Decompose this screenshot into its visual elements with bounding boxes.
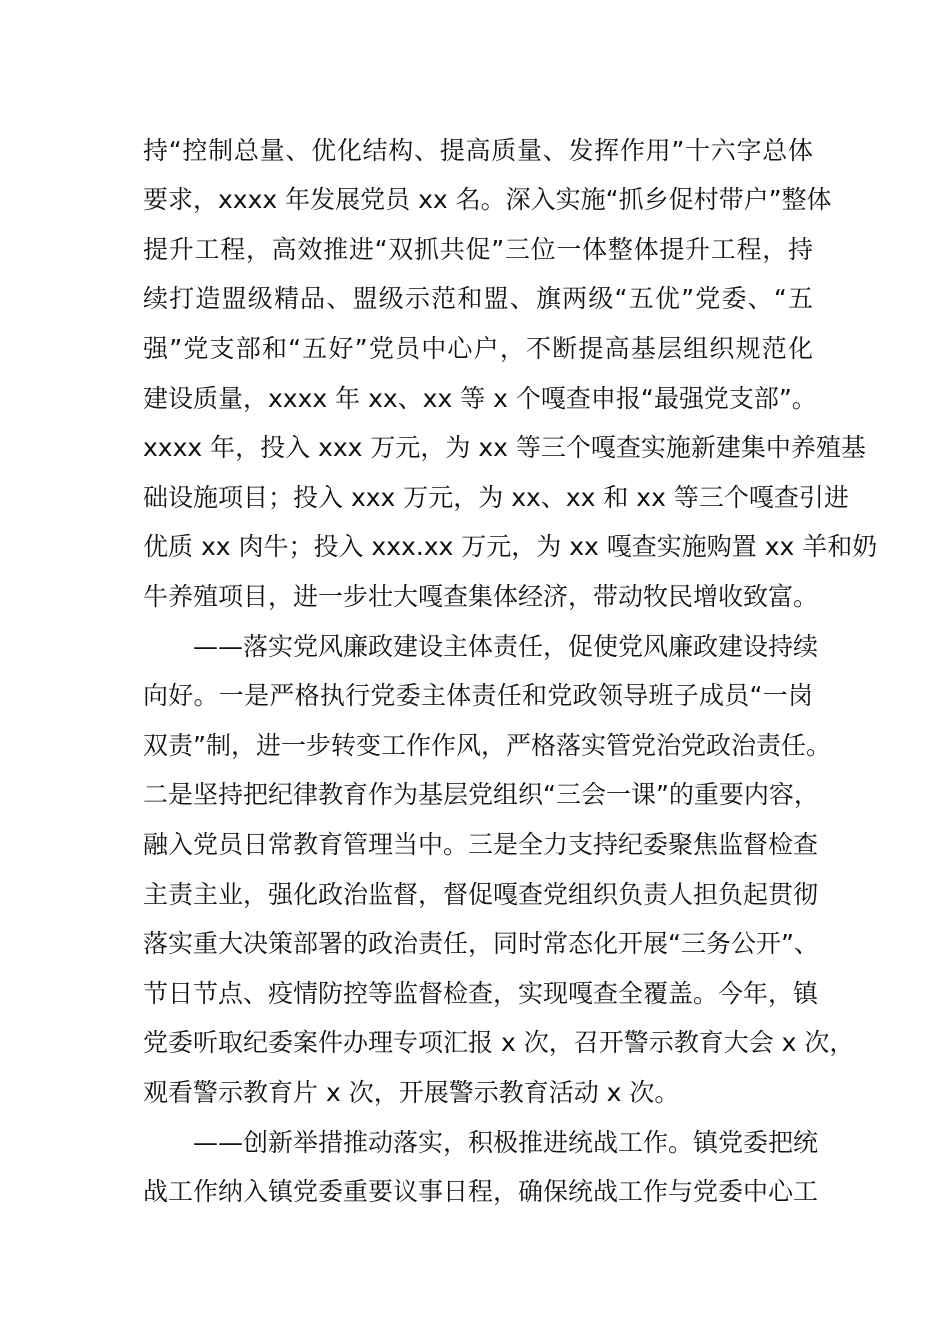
text-line: 融入党员日常教育管理当中。三是全力支持纪委聚焦监督检查 xyxy=(143,830,819,859)
paragraph-start-line: ——落实党风廉政建设主体责任，促使党风廉政建设持续 xyxy=(193,632,819,661)
text-line: 落实重大决策部署的政治责任，同时常态化开展“三务公开”、 xyxy=(143,929,819,958)
text-line: 础设施项目；投入 xxx 万元，为 xx、xx 和 xx 等三个嘎查引进 xyxy=(143,483,849,512)
text-line: 持“控制总量、优化结构、提高质量、发挥作用”十六字总体 xyxy=(143,136,813,165)
text-line: xxxx 年，投入 xxx 万元，为 xx 等三个嘎查实施新建集中养殖基 xyxy=(143,433,866,462)
text-line: 优质 xx 肉牛；投入 xxx.xx 万元，为 xx 嘎查实施购置 xx 羊和奶 xyxy=(143,532,878,561)
text-line: 二是坚持把纪律教育作为基层党组织“三会一课”的重要内容， xyxy=(143,780,819,809)
text-line: 节日节点、疫情防控等监督检查，实现嘎查全覆盖。今年，镇 xyxy=(143,979,819,1008)
text-line: 主责主业，强化政治监督，督促嘎查党组织负责人担负起贯彻 xyxy=(143,880,819,909)
text-line: 向好。一是严格执行党委主体责任和党政领导班子成员“一岗 xyxy=(143,681,813,710)
text-line: 双责”制，进一步转变工作作风，严格落实管党治党政治责任。 xyxy=(143,731,831,760)
text-line: 牛养殖项目，进一步壮大嘎查集体经济，带动牧民增收致富。 xyxy=(143,582,819,611)
text-line: 续打造盟级精品、盟级示范和盟、旗两级“五优”党委、“五 xyxy=(143,284,813,313)
text-line: 强”党支部和“五好”党员中心户，不断提高基层组织规范化 xyxy=(143,334,813,363)
text-line: 党委听取纪委案件办理专项汇报 x 次，召开警示教育大会 x 次， xyxy=(143,1028,855,1057)
text-line: 战工作纳入镇党委重要议事日程，确保统战工作与党委中心工 xyxy=(143,1177,819,1206)
text-line: 建设质量，xxxx 年 xx、xx 等 x 个嘎查申报“最强党支部”。 xyxy=(143,384,817,413)
text-line: 要求，xxxx 年发展党员 xx 名。深入实施“抓乡促村带户”整体 xyxy=(143,185,832,214)
text-line: 观看警示教育片 x 次，开展警示教育活动 x 次。 xyxy=(143,1078,680,1107)
text-line: 提升工程，高效推进“双抓共促”三位一体整体提升工程，持 xyxy=(143,235,813,264)
paragraph-start-line: ——创新举措推动落实，积极推进统战工作。镇党委把统 xyxy=(193,1128,819,1157)
